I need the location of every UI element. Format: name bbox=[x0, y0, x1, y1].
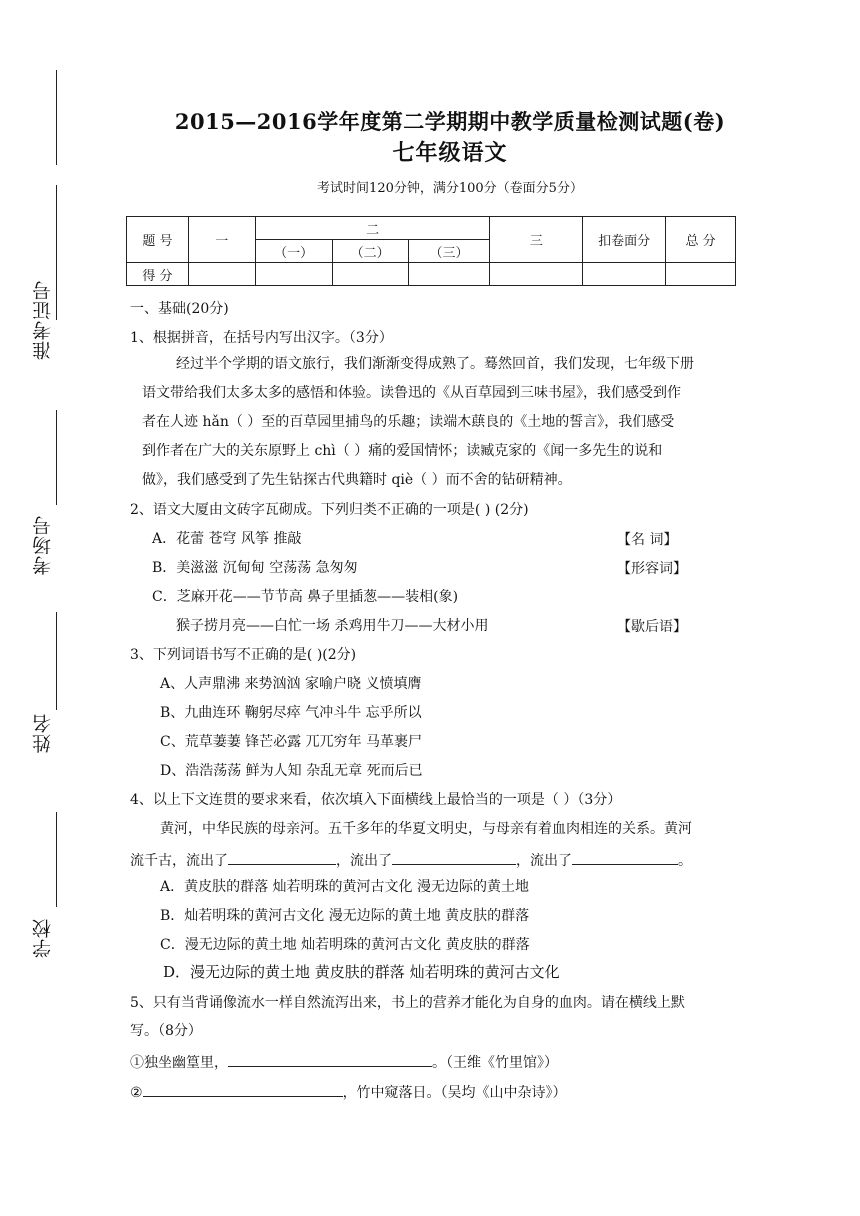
question-4-stem: 4、以上下文连贯的要求来看，依次填入下面横线上最恰当的一项是（ ）（3分） bbox=[130, 792, 622, 808]
binding-line bbox=[56, 185, 57, 320]
passage-line: 做》，我们感受到了先生钻探古代典籍时 qiè（ ）而不舍的钻研精神。 bbox=[142, 472, 572, 488]
question-1-stem: 1、根据拼音，在括号内写出汉字。（3分） bbox=[130, 330, 393, 346]
passage-text: ，流出了 bbox=[516, 853, 572, 869]
question-2-option-c1: C．芝麻开花——节节高 鼻子里插葱——装相(象) bbox=[152, 589, 459, 605]
passage-text: ，流出了 bbox=[336, 853, 392, 869]
side-label-xuexiao: 学校 bbox=[32, 918, 54, 958]
question-2-stem: 2、语文大厦由文砖字瓦砌成。下列归类不正确的一项是( ) (2分) bbox=[130, 502, 529, 518]
question-5-stem-1: 5、只有当背诵像流水一样自然流泻出来，书上的营养才能化为自身的血肉。请在横线上默 bbox=[130, 995, 685, 1011]
question-5-stem-2: 写。（8分） bbox=[130, 1023, 202, 1039]
header-section-3: 三 bbox=[490, 217, 583, 263]
passage-line: 到作者在广大的关东原野上 chì（ ）痛的爱国情怀；读臧克家的《闻一多先生的说和 bbox=[142, 443, 663, 459]
question-3-option-d: D、浩浩荡荡 鲜为人知 杂乱无章 死而后已 bbox=[160, 763, 423, 779]
question-5-line-1 bbox=[130, 1050, 750, 1073]
header-tihao: 题 号 bbox=[127, 217, 189, 263]
binding-line bbox=[56, 812, 57, 907]
fill-blank[interactable] bbox=[572, 848, 678, 865]
question-1-passage bbox=[142, 350, 742, 495]
passage-line: 经过半个学期的语文旅行，我们渐渐变得成熟了。蓦然回首，我们发现，七年级下册 bbox=[176, 356, 694, 372]
question-3-stem: 3、下列词语书写不正确的是( )(2分) bbox=[130, 647, 357, 663]
header-section-1: 一 bbox=[188, 217, 255, 263]
binding-line bbox=[56, 410, 57, 505]
exam-info: 考试时间120分钟，满分100分（卷面分5分） bbox=[317, 181, 583, 196]
fill-blank[interactable] bbox=[228, 1050, 432, 1067]
question-2-tag-a: 【名 词】 bbox=[617, 532, 678, 548]
section-heading: 一、基础(20分) bbox=[130, 301, 229, 317]
header-section-2-2: （二） bbox=[332, 240, 408, 263]
question-4-option-b: B．灿若明珠的黄河古文化 漫无边际的黄土地 黄皮肤的群落 bbox=[160, 908, 530, 924]
question-2-option-b: B．美滋滋 沉甸甸 空荡荡 急匆匆 bbox=[152, 560, 358, 576]
poem-text: ①独坐幽篁里， bbox=[130, 1055, 228, 1071]
question-3-option-a: A、人声鼎沸 来势汹汹 家喻户晓 义愤填膺 bbox=[160, 676, 422, 692]
exam-subtitle: 七年级语文 bbox=[392, 140, 508, 166]
score-cell[interactable] bbox=[332, 263, 408, 286]
question-3-option-c: C、荒草萋萋 锋芒必露 兀兀穷年 马革裹尸 bbox=[160, 734, 423, 750]
question-5-line-2 bbox=[130, 1080, 750, 1103]
question-2-option-a: A．花蕾 苍穹 风筝 推敲 bbox=[152, 531, 302, 547]
fill-blank[interactable] bbox=[392, 848, 516, 865]
side-label-xingming: 姓名 bbox=[32, 713, 54, 753]
score-cell[interactable] bbox=[666, 263, 736, 286]
header-section-2-1: （一） bbox=[255, 240, 332, 263]
side-label-zhunkaozheng: 准考证号 bbox=[32, 280, 54, 360]
exam-title: 2015—2016学年度第二学期期中教学质量检测试题(卷) bbox=[174, 109, 726, 134]
question-2-tag-c: 【歇后语】 bbox=[617, 619, 687, 635]
score-cell[interactable] bbox=[583, 263, 666, 286]
passage-text: 。 bbox=[678, 853, 692, 869]
header-total: 总 分 bbox=[666, 217, 736, 263]
question-2-tag-b: 【形容词】 bbox=[617, 561, 687, 577]
score-cell[interactable] bbox=[490, 263, 583, 286]
fill-blank[interactable] bbox=[143, 1080, 343, 1097]
question-4-passage-1: 黄河，中华民族的母亲河。五千多年的华夏文明史，与母亲有着血肉相连的关系。黄河 bbox=[160, 821, 692, 837]
poem-text: ② bbox=[130, 1085, 143, 1101]
question-4-option-c: C．漫无边际的黄土地 灿若明珠的黄河古文化 黄皮肤的群落 bbox=[160, 937, 530, 953]
binding-line bbox=[56, 70, 57, 165]
question-4-passage-2 bbox=[130, 848, 750, 871]
poem-text: 。（王维《竹里馆》） bbox=[432, 1055, 558, 1071]
binding-line bbox=[56, 612, 57, 710]
question-4-option-d: D．漫无边际的黄土地 黄皮肤的群落 灿若明珠的黄河古文化 bbox=[163, 963, 560, 981]
score-cell[interactable] bbox=[255, 263, 332, 286]
passage-line: 语文带给我们太多太多的感悟和体验。读鲁迅的《从百草园到三味书屋》，我们感受到作 bbox=[142, 385, 681, 401]
poem-text: ，竹中窥落日。（吴均《山中杂诗》） bbox=[342, 1085, 567, 1101]
passage-text: 流千古，流出了 bbox=[130, 853, 228, 869]
passage-line: 者在人迹 hǎn（ ）至的百草园里捕鸟的乐趣；读端木蕻良的《土地的誓言》，我们感受 bbox=[142, 414, 675, 430]
score-table bbox=[126, 216, 736, 286]
question-2-option-c2: 猴子捞月亮——白忙一场 杀鸡用牛刀——大材小用 bbox=[176, 618, 489, 634]
header-section-2-3: （三） bbox=[408, 240, 490, 263]
score-cell[interactable] bbox=[408, 263, 490, 286]
header-koujuan: 扣卷面分 bbox=[583, 217, 666, 263]
fill-blank[interactable] bbox=[228, 848, 336, 865]
row-defen: 得 分 bbox=[127, 263, 189, 286]
question-3-option-b: B、九曲连环 鞠躬尽瘁 气冲斗牛 忘乎所以 bbox=[160, 705, 422, 721]
score-cell[interactable] bbox=[188, 263, 255, 286]
question-4-option-a: A．黄皮肤的群落 灿若明珠的黄河古文化 漫无边际的黄土地 bbox=[160, 879, 530, 895]
side-label-kaochang: 考场号 bbox=[32, 515, 54, 575]
header-section-2: 二 bbox=[255, 217, 490, 240]
